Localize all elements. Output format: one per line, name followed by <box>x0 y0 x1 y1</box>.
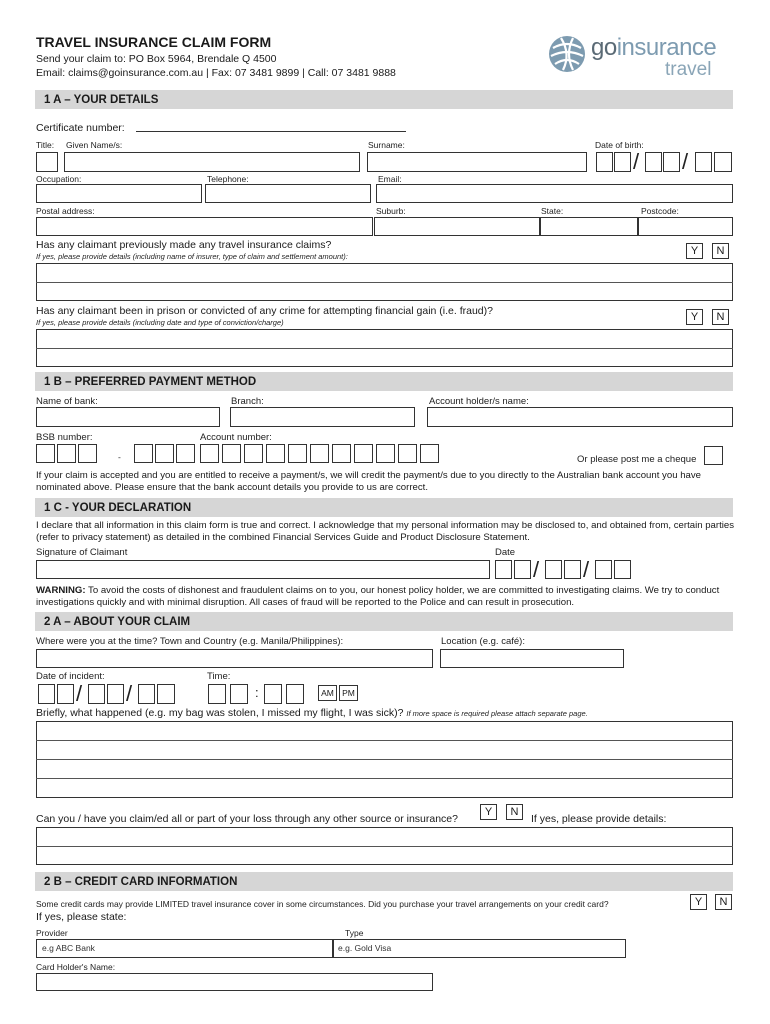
holder-label: Account holder/s name: <box>429 396 529 407</box>
incident-date-digit[interactable] <box>38 684 55 704</box>
date-separator: / <box>682 149 689 174</box>
declaration-text: I declare that all information in this claim form is true and correct. I acknowledge that my personal information may be disclosed to, and obtained from, certain parties (refer to privacy statement) as detailed in the combined Financial Services Guide and Product Disclosure Statement. <box>36 520 735 543</box>
title-input[interactable] <box>36 152 58 172</box>
prior-claims-hint: If yes, please provide details (including name of insurer, type of claim and settlement amount): <box>36 252 348 261</box>
card-holder-label: Card Holder's Name: <box>36 962 116 972</box>
bsb-dash: - <box>118 452 121 462</box>
time-digit[interactable] <box>264 684 282 704</box>
telephone-label: Telephone: <box>207 174 249 184</box>
telephone-input[interactable] <box>205 184 371 203</box>
incident-date-digit[interactable] <box>138 684 155 704</box>
suburb-label: Suburb: <box>376 206 406 216</box>
time-digit[interactable] <box>230 684 248 704</box>
account-digit[interactable] <box>200 444 219 463</box>
bsb-digit[interactable] <box>36 444 55 463</box>
decl-date-digit[interactable] <box>545 560 562 579</box>
provider-placeholder: e.g ABC Bank <box>42 943 95 953</box>
dob-digit[interactable] <box>614 152 631 172</box>
briefly-hint: If more space is required please attach separate page. <box>406 709 588 718</box>
decl-date-digit[interactable] <box>614 560 631 579</box>
account-digit[interactable] <box>288 444 307 463</box>
credit-card-question: Some credit cards may provide LIMITED travel insurance cover in some circumstances. Did you purchase your travel arrangements on your credit card? <box>36 899 609 909</box>
time-digit[interactable] <box>286 684 304 704</box>
cheque-checkbox[interactable] <box>704 446 723 465</box>
account-digit[interactable] <box>310 444 329 463</box>
warning-text <box>36 585 736 609</box>
dob-digit[interactable] <box>645 152 662 172</box>
account-digit[interactable] <box>222 444 241 463</box>
credit-card-no[interactable]: N <box>715 894 732 910</box>
payment-note: If your claim is accepted and you are entitled to receive a payment/s, we will credit the payment/s due to you directly to the Australian bank account you have nominated above. Please ensure that the bank account details you provide to us are correct. <box>36 470 701 493</box>
given-name-input[interactable] <box>64 152 360 172</box>
prior-claims-question: Has any claimant previously made any travel insurance claims? <box>36 239 332 251</box>
bsb-digit[interactable] <box>176 444 195 463</box>
credit-card-yes[interactable]: Y <box>690 894 707 910</box>
occupation-label: Occupation: <box>36 174 82 184</box>
bsb-digit[interactable] <box>155 444 174 463</box>
incident-date-digit[interactable] <box>88 684 105 704</box>
provider-label: Provider <box>36 928 68 938</box>
time-label: Time: <box>207 671 231 682</box>
bsb-digit[interactable] <box>134 444 153 463</box>
decl-date-digit[interactable] <box>495 560 512 579</box>
if-yes-state: If yes, please state: <box>36 911 127 923</box>
branch-label: Branch: <box>231 396 264 407</box>
prior-claims-no[interactable]: N <box>712 243 729 259</box>
section-1b-heading: 1 B – PREFERRED PAYMENT METHOD <box>44 376 257 388</box>
date-separator: / <box>126 681 133 706</box>
incident-date-digit[interactable] <box>157 684 175 704</box>
other-source-question: Can you / have you claim/ed all or part of your loss through any other source or insurance? <box>36 813 458 825</box>
certificate-label: Certificate number: <box>36 122 125 134</box>
location-label: Location (e.g. café): <box>441 636 525 647</box>
postcode-label: Postcode: <box>641 206 679 216</box>
postal-label: Postal address: <box>36 206 95 216</box>
state-label: State: <box>541 206 564 216</box>
logo-go: go <box>591 34 617 61</box>
section-1a-heading: 1 A – YOUR DETAILS <box>44 94 159 106</box>
conviction-question: Has any claimant been in prison or convicted of any crime for attempting financial gain (i.e. fraud)? <box>36 305 493 317</box>
section-2b-heading: 2 B – CREDIT CARD INFORMATION <box>44 876 238 888</box>
dob-digit[interactable] <box>714 152 732 172</box>
bsb-digit[interactable] <box>78 444 97 463</box>
type-label: Type <box>345 928 364 938</box>
form-title: TRAVEL INSURANCE CLAIM FORM <box>36 34 272 50</box>
section-1c-heading: 1 C - YOUR DECLARATION <box>44 502 192 514</box>
section-2a-bar <box>35 612 733 631</box>
type-placeholder: e.g. Gold Visa <box>338 943 392 953</box>
account-label: Account number: <box>200 432 272 443</box>
date-separator: / <box>533 557 540 582</box>
decl-date-digit[interactable] <box>595 560 612 579</box>
logo-travel: travel <box>665 59 712 80</box>
conviction-no[interactable]: N <box>712 309 729 325</box>
conviction-hint: If yes, please provide details (including date and type of conviction/charge) <box>36 318 284 327</box>
dob-digit[interactable] <box>695 152 712 172</box>
signature-label: Signature of Claimant <box>36 547 128 558</box>
account-digit[interactable] <box>398 444 417 463</box>
section-1a-bar <box>35 90 733 109</box>
am-option[interactable]: AM <box>318 685 337 701</box>
bsb-digit[interactable] <box>57 444 76 463</box>
row-divider <box>36 740 733 741</box>
other-source-yes[interactable]: Y <box>480 804 497 820</box>
bank-input[interactable] <box>36 407 220 427</box>
logo-insurance: insurance <box>616 34 717 61</box>
send-address: Send your claim to: PO Box 5964, Brendale Q 4500 <box>36 53 277 65</box>
email-label: Email: <box>378 174 402 184</box>
card-holder-input[interactable] <box>36 973 433 991</box>
state-input[interactable] <box>540 217 638 236</box>
row-divider <box>36 282 733 283</box>
date-separator: / <box>633 149 640 174</box>
time-digit[interactable] <box>208 684 226 704</box>
dob-label: Date of birth: <box>595 140 644 150</box>
occupation-input[interactable] <box>36 184 202 203</box>
bank-label: Name of bank: <box>36 396 98 407</box>
date-separator: / <box>76 681 83 706</box>
given-label: Given Name/s: <box>66 140 123 150</box>
account-digit[interactable] <box>420 444 439 463</box>
postal-input[interactable] <box>36 217 373 236</box>
certificate-input[interactable] <box>136 131 406 132</box>
holder-input[interactable] <box>427 407 733 427</box>
date-separator: / <box>583 557 590 582</box>
dob-digit[interactable] <box>596 152 613 172</box>
brand-logo <box>545 32 735 82</box>
section-1b-bar <box>35 372 733 391</box>
briefly-text: Briefly, what happened (e.g. my bag was stolen, I missed my flight, I was sick)? <box>36 707 404 719</box>
declaration-date-label: Date <box>495 547 516 558</box>
other-source-details-label: If yes, please provide details: <box>531 813 667 825</box>
account-digit[interactable] <box>266 444 285 463</box>
surname-label: Surname: <box>368 140 405 150</box>
globe-icon <box>547 34 587 74</box>
account-digit[interactable] <box>332 444 351 463</box>
warning-body: To avoid the costs of dishonest and fraudulent claims on to you, our honest policy holder, we are committed to investigating claims. We try to conduct investigations quickly and with minimal disruption. All cases of fraud will be reported to the Police and can result in prosecution. <box>36 585 720 608</box>
briefly-question <box>36 708 588 719</box>
email-input[interactable] <box>376 184 733 203</box>
warning-label: WARNING: <box>36 585 86 596</box>
account-digit[interactable] <box>354 444 373 463</box>
section-2a-heading: 2 A – ABOUT YOUR CLAIM <box>44 616 191 628</box>
signature-input[interactable] <box>36 560 490 579</box>
suburb-input[interactable] <box>374 217 540 236</box>
conviction-yes[interactable]: Y <box>686 309 703 325</box>
section-1c-bar <box>35 498 733 517</box>
contact-line: Email: claims@goinsurance.com.au | Fax: 07 3481 9899 | Call: 07 3481 9888 <box>36 67 396 79</box>
location-input[interactable] <box>440 649 624 668</box>
cheque-label: Or please post me a cheque <box>577 454 697 465</box>
account-digit[interactable] <box>244 444 263 463</box>
decl-date-digit[interactable] <box>514 560 531 579</box>
other-source-no[interactable]: N <box>506 804 523 820</box>
row-divider <box>36 778 733 779</box>
surname-input[interactable] <box>367 152 587 172</box>
time-colon: : <box>255 685 259 700</box>
title-label: Title: <box>36 140 55 150</box>
decl-date-digit[interactable] <box>564 560 581 579</box>
prior-claims-yes[interactable]: Y <box>686 243 703 259</box>
dob-digit[interactable] <box>663 152 680 172</box>
section-2b-bar <box>35 872 733 891</box>
pm-option[interactable]: PM <box>339 685 358 701</box>
incident-date-digit[interactable] <box>57 684 74 704</box>
row-divider <box>36 348 733 349</box>
incident-date-digit[interactable] <box>107 684 124 704</box>
account-digit[interactable] <box>376 444 395 463</box>
branch-input[interactable] <box>230 407 415 427</box>
incident-date-label: Date of incident: <box>36 671 105 682</box>
where-label: Where were you at the time? Town and Country (e.g. Manila/Philippines): <box>36 636 344 647</box>
row-divider <box>36 846 733 847</box>
postcode-input[interactable] <box>638 217 733 236</box>
row-divider <box>36 759 733 760</box>
where-input[interactable] <box>36 649 433 668</box>
bsb-label: BSB number: <box>36 432 93 443</box>
